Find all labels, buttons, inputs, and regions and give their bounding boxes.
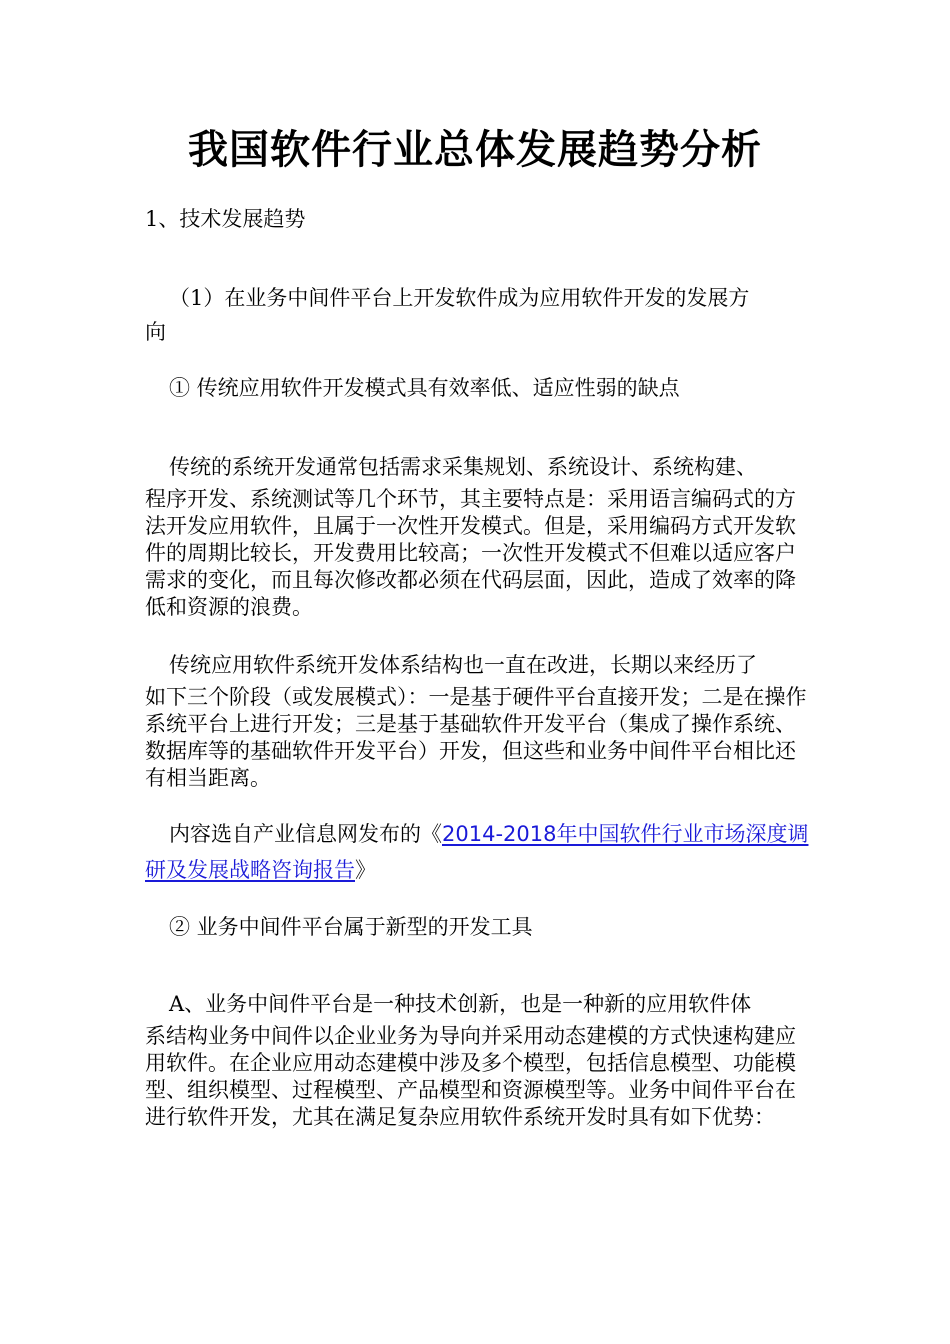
paragraph-3-first-text: A、业务中间件平台是一种技术创新，也是一种新的应用软件体 [169,992,752,1016]
subsection-heading-middleware [145,281,810,349]
paragraph-3-body [145,1023,810,1131]
paragraph-3-text: 系结构业务中间件以企业业务为导向并采用动态建模的方式快速构建应用软件。在企业应用动态建模中涉及多个模型，包括信息模型、功能模型、组织模型、过程模型、产品模型和资源模型等。业务中间件平台在进行软件开发，尤其在满足复杂应用软件系统开发时具有如下优势： [145,1024,796,1129]
point-heading-1 [145,375,810,402]
paragraph-1-text: 程序开发、系统测试等几个环节，其主要特点是：采用语言编码式的方法开发应用软件，且属于一次性开发模式。但是，采用编码方式开发软件的周期比较长，开发费用比较高；一次性开发模式不但难以适应客户需求的变化，而且每次修改都必须在代码层面，因此，造成了效率的降低和资源的浪费。 [145,487,796,619]
source-citation [145,816,810,888]
report-link[interactable]: 2014-2018年中国软件行业市场深度调研及发展战略咨询报告 [145,822,809,882]
source-suffix: 》 [355,858,376,882]
paragraph-1-first-text: 传统的系统开发通常包括需求采集规划、系统设计、系统构建、 [169,455,757,479]
document-title: 我国软件行业总体发展趋势分析 [188,127,762,173]
paragraph-3-first-line [145,985,810,1023]
point-heading-2-text: ② 业务中间件平台属于新型的开发工具 [169,915,533,939]
source-prefix: 内容选自产业信息网发布的《 [169,822,442,846]
paragraph-2-first-text: 传统应用软件系统开发体系结构也一直在改进，长期以来经历了 [169,653,757,677]
point-heading-2 [145,914,810,941]
section-heading-text: 1、技术发展趋势 [145,207,306,231]
point-heading-1-text: ① 传统应用软件开发模式具有效率低、适应性弱的缺点 [169,376,680,400]
subsection-heading-line2: 向 [145,320,166,344]
paragraph-1-body [145,486,810,621]
paragraph-1-first-line [145,450,810,485]
section-heading-tech-trends [145,206,810,233]
paragraph-2-body [145,684,810,792]
paragraph-2-first-line [145,646,810,684]
subsection-heading-line1: （1）在业务中间件平台上开发软件成为应用软件开发的发展方 [169,286,750,310]
paragraph-2-text: 如下三个阶段（或发展模式）：一是基于硬件平台直接开发；二是在操作系统平台上进行开发；三是基于基础软件开发平台（集成了操作系统、数据库等的基础软件开发平台）开发，但这些和业务中间件平台相比还有相当距离。 [145,685,807,790]
